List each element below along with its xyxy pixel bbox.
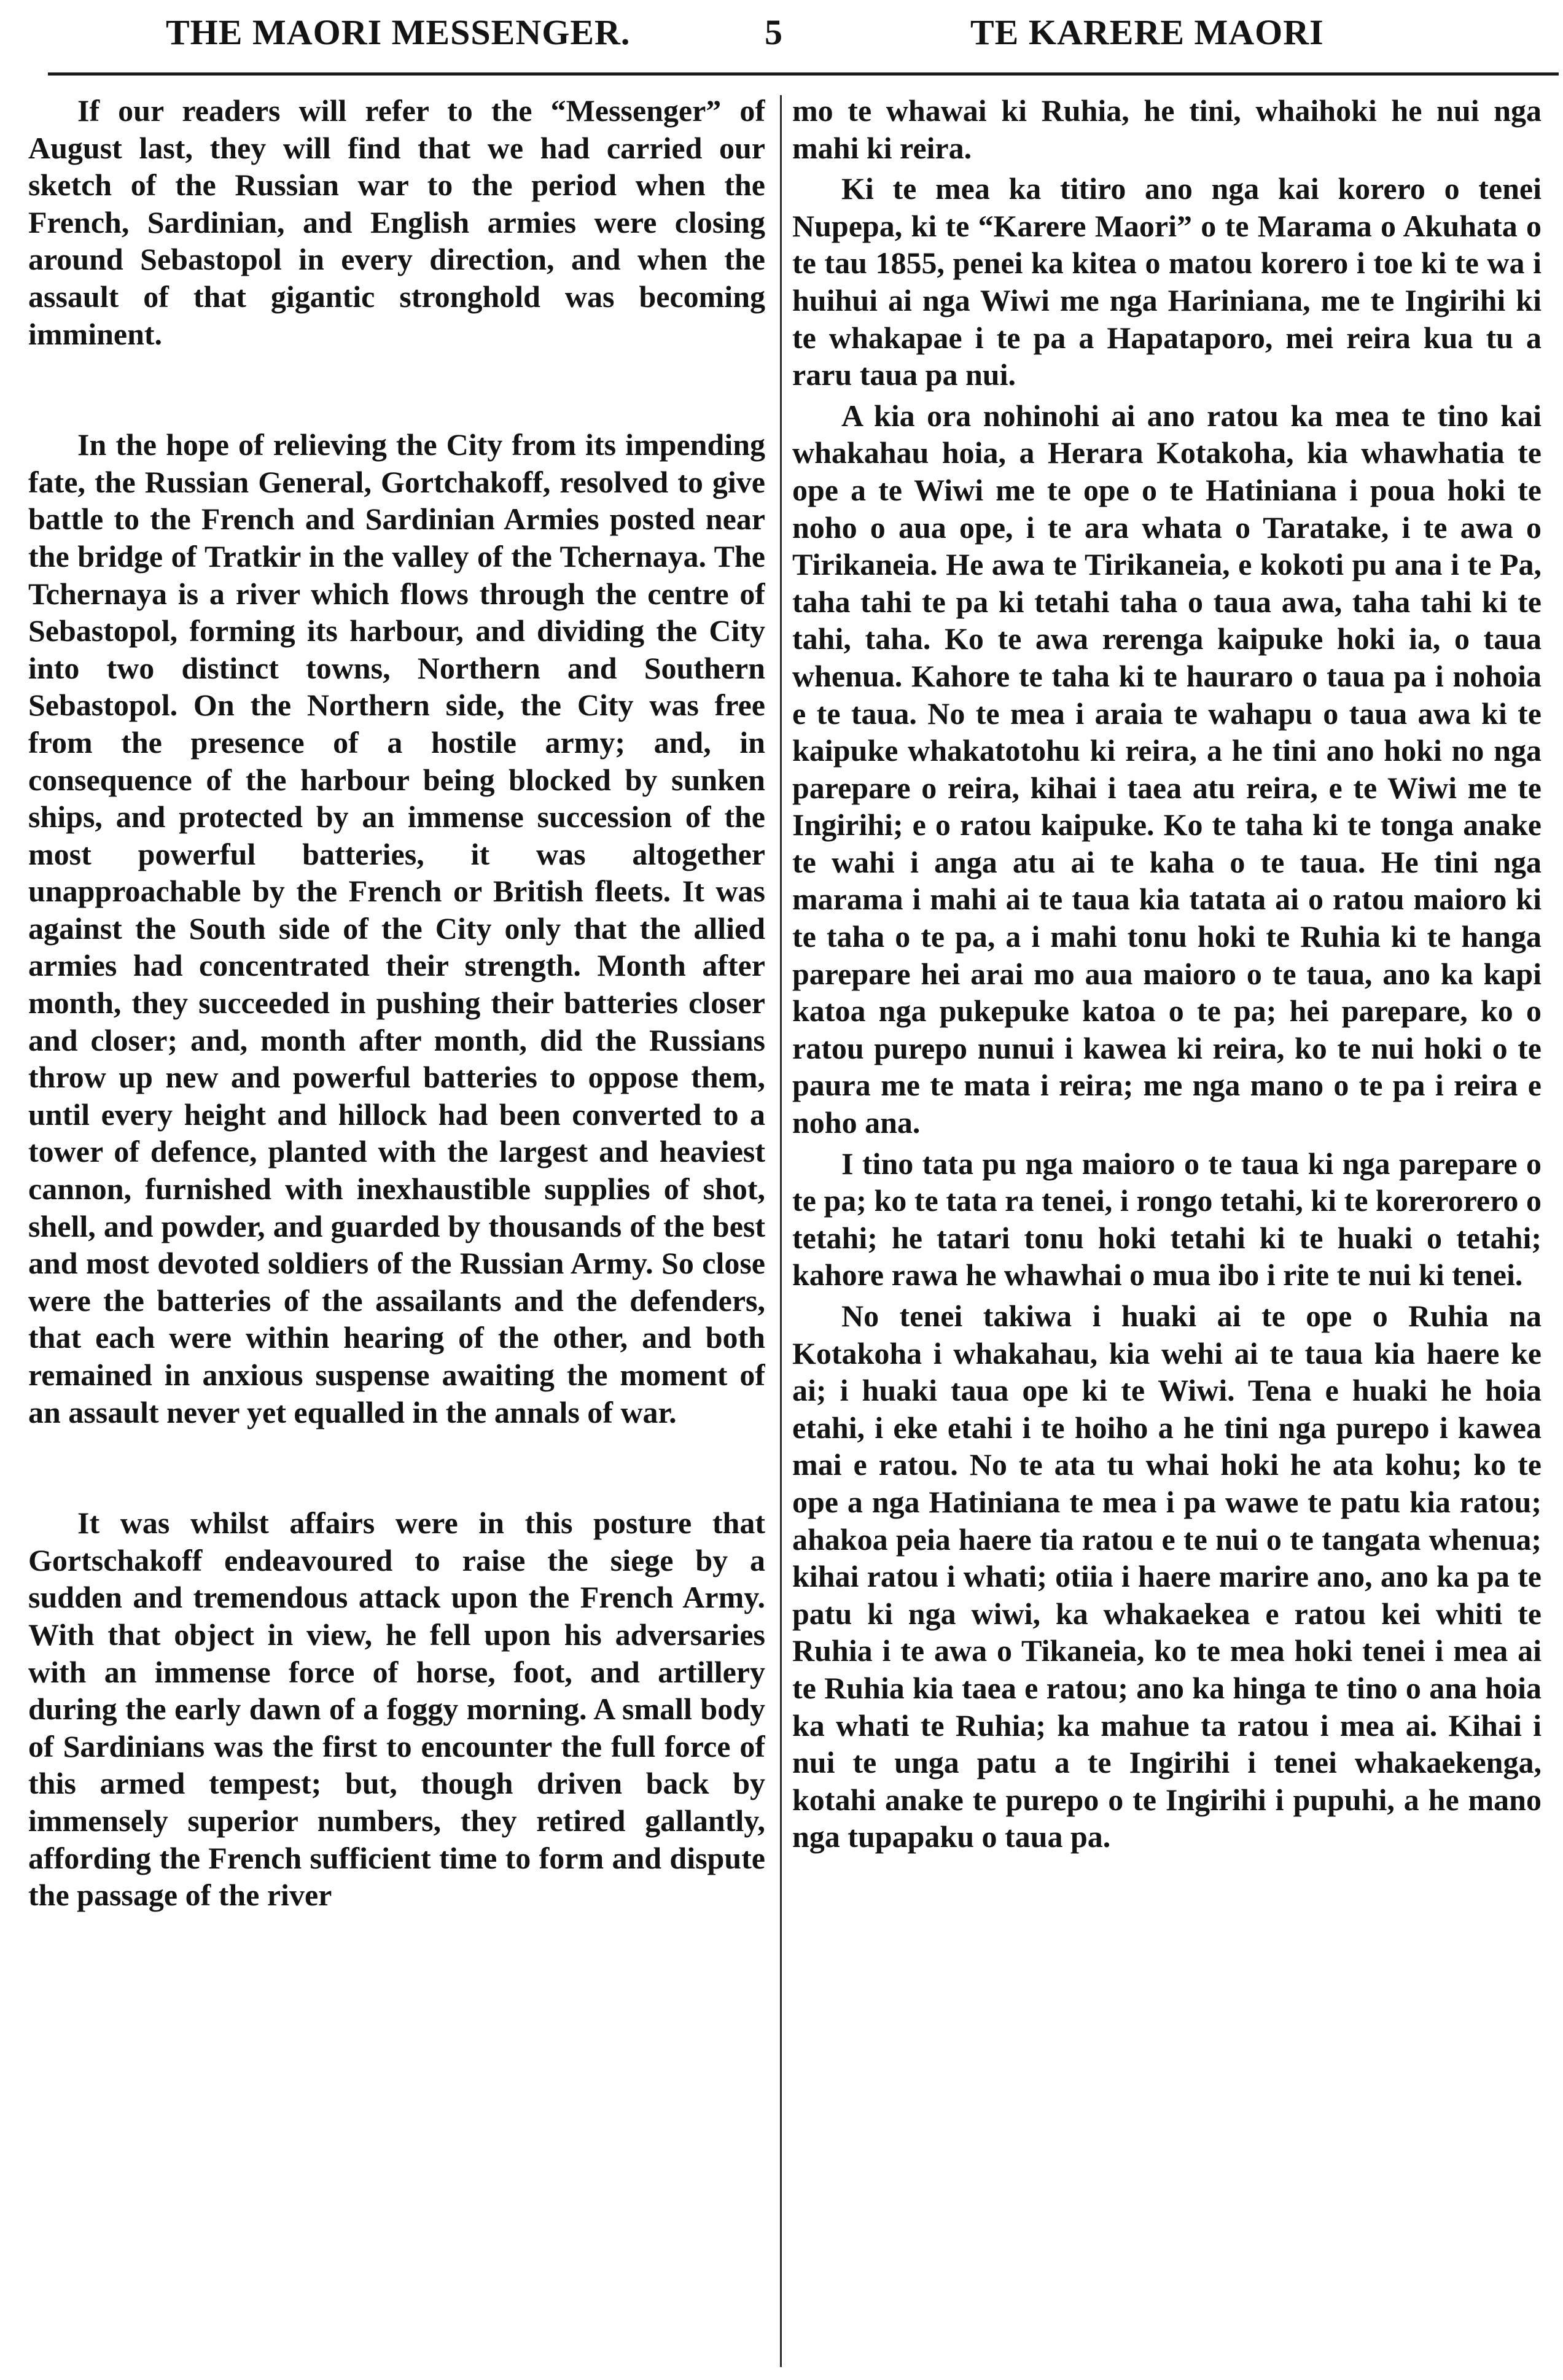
masthead bbox=[0, 0, 1563, 68]
header-rule bbox=[48, 72, 1559, 76]
maori-column bbox=[792, 92, 1542, 2370]
maori-paragraph-4: I tino tata pu nga maioro o te taua ki nga parepare o te pa; ko te tata ra tenei, i rongo tetahi, ki te korerorero o tetahi; he tatari tonu hoki tetahi ki te huaki o tetahi; kahore rawa he whawhai o mua ibo i rite te nui ki tenei. bbox=[792, 1146, 1542, 1293]
english-column bbox=[28, 92, 765, 2370]
maori-paragraph-5: No tenei takiwa i huaki ai te ope o Ruhia na Kotakoha i whakahau, kia wehi ai te taua kia haere ke ai; i huaki taua ope ki te Wiwi. Tena e huaki he hoia etahi, i eke etahi i te hoiho a he tini nga purepo i kawea mai e ratou. No te ata tu whai hoki he ata kohu; ko te ope a nga Hatiniana te mea i pa wawe te patu kia ratou; ahakoa peia haere tia ratou e te nui o te tangata whenua; kihai ratou i whati; otiia i haere marire ano, ano ka pa te patu ki nga wiwi, ka whakaekea e ratou kei whiti te Ruhia i te awa o Tikaneia, ko te mea hoki tenei i mea ai te Ruhia kia taea e ratou; ano ka hinga te tino o ana hoia ka whati te Ruhia; ka mahue ta ratou i mea ai. Kihai i nui te unga patu a te Ingirihi i tenei whakaekenga, kotahi anake te purepo o te Ingirihi i pupuhi, a he mano nga tupapaku o taua pa. bbox=[792, 1299, 1542, 1854]
column-divider bbox=[780, 95, 782, 2367]
english-paragraph-2: In the hope of relieving the City from its impending fate, the Russian General, Gortchakoff, resolved to give battle to the French and Sardinian Armies posted near the bridge of Tratkir in the valley of the Tchernaya. The Tchernaya is a river which flows through the centre of Sebastopol, forming its harbour, and dividing the City into two distinct towns, Northern and Southern Sebastopol. On the Northern side, the City was free from the presence of a hostile army; and, in consequence of the harbour being blocked by sunken ships, and protected by an immense succession of the most powerful batteries, it was altogether unapproachable by the French or British fleets. It was against the South side of the City only that the allied armies had concentrated their strength. Month after month, they succeeded in pushing their batteries closer and closer; and, month after month, did the Russians throw up new and powerful batteries to oppose them, until every height and hillock had been converted to a tower of defence, planted with the largest and heaviest cannon, furnished with inexhaustible supplies of shot, shell, and powder, and guarded by thousands of the best and most devoted soldiers of the Russian Army. So close were the batteries of the assailants and the defenders, that each were within hearing of the other, and both remained in anxious suspense awaiting the moment of an assault never yet equalled in the annals of war. bbox=[28, 427, 765, 1429]
maori-paragraph-2: Ki te mea ka titiro ano nga kai korero o tenei Nupepa, ki te “Karere Maori” o te Marama o Akuhata o te tau 1855, penei ka kitea o matou korero i toe ki te wa i huihui ai nga Wiwi me nga Hariniana, me te Ingirihi ki te whakapae i te pa a Hapataporo, mei reira kua tu a raru taua pa nui. bbox=[792, 171, 1542, 392]
maori-paragraph-3: A kia ora nohinohi ai ano ratou ka mea te tino kai whakahau hoia, a Herara Kotakoha, kia whawhatia te ope a te Wiwi me te ope o te Hatiniana i poua hoki te noho o aua ope, i te ara whata o Taratake, i te awa o Tirikaneia. He awa te Tirikaneia, e kokoti pu ana i te Pa, taha tahi te pa ki tetahi taha o taua awa, taha tahi ki te tahi, taha. Ko te awa rerenga kaipuke hoki ia, o taua whenua. Kahore te taha ki te hauraro o taua pa i nohoia e te taua. No te mea i araia te wahapu o taua awa ki te kaipuke whakatotohu ki reira, a he tini ano hoki no nga parepare o reira, kihai i taea atu reira, e te Wiwi me te Ingirihi; e o ratou kaipuke. Ko te taha ki te tonga anake te wahi i anga atu ai te kaha o te taua. He tini nga marama i mahi ai te taua kia tatata ai o ratou maioro ki te taha o te pa, a i mahi tonu hoki te Ruhia ki te hanga parepare hei arai mo aua maioro o te taua, ano ka kapi katoa nga pukepuke katoa o te pa; hei parepare, ko o ratou purepo nunui i kawea ki reira, ko te nui hoki o te paura me te mata i reira; me nga mano o te pa i reira e noho ana. bbox=[792, 398, 1542, 1140]
english-paragraph-1: If our readers will refer to the “Messenger” of August last, they will find that we had carried our sketch of the Russian war to the period when the French, Sardinian, and English armies were closing around Sebastopol in every direction, and when the assault of that gigantic stronghold was becoming imminent. bbox=[28, 93, 765, 351]
maori-paragraph-1: mo te whawai ki Ruhia, he tini, whaihoki he nui nga mahi ki reira. bbox=[792, 93, 1542, 165]
page-number: 5 bbox=[765, 12, 782, 52]
english-paragraph-3: It was whilst affairs were in this posture that Gortschakoff endeavoured to raise the siege by a sudden and tremendous attack upon the French Army. With that object in view, he fell upon his adversaries with an immense force of horse, foot, and artillery during the early dawn of a foggy morning. A small body of Sardinians was the first to encounter the full force of this armed tempest; but, though driven back by immensely superior numbers, they retired gallantly, affording the French sufficient time to form and dispute the passage of the river bbox=[28, 1506, 765, 1913]
english-title: THE MAORI MESSENGER. bbox=[166, 12, 631, 52]
maori-title: TE KARERE MAORI bbox=[970, 12, 1324, 52]
